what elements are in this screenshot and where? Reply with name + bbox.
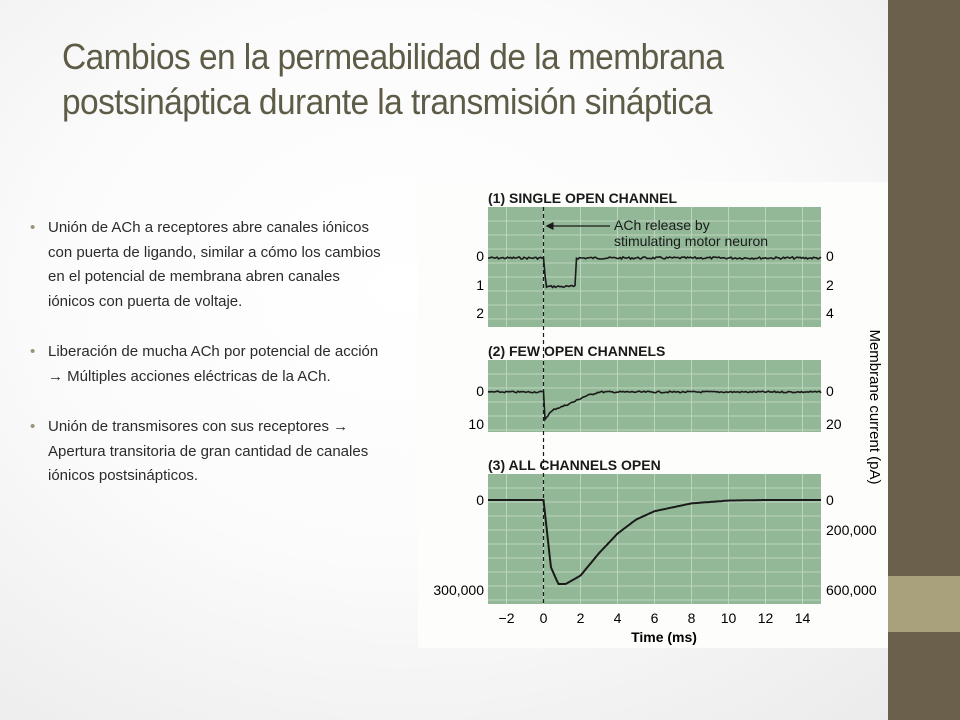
x-tick-label: 6 <box>650 610 659 626</box>
y-axis-label: Membrane current (pA) <box>866 329 883 485</box>
panel-1-right-tick: 4 <box>826 305 834 321</box>
sidebar-accent-light <box>888 576 960 632</box>
panel-1-left-tick: 0 <box>476 248 484 264</box>
panel-2-left-tick: 0 <box>476 383 484 399</box>
x-tick-label: −2 <box>498 610 515 626</box>
bullet-dot-icon: • <box>30 343 36 360</box>
bullet-text: Unión de ACh a receptores abre canales iónicos con puerta de ligando, similar a cómo los cambios en el potencial de membrana abren canales iónicos con puerta de voltaje. <box>48 219 381 310</box>
slide-title <box>62 34 806 124</box>
panel-2-right-tick: 0 <box>826 383 834 399</box>
panel-1-left-tick: 1 <box>476 277 484 293</box>
x-tick-label: 4 <box>613 610 622 626</box>
panel-2-label: (2) FEW OPEN CHANNELS <box>488 343 666 359</box>
panel-2-right-tick: 20 <box>826 416 842 432</box>
panel-3-right-tick: 600,000 <box>826 582 877 598</box>
title-line-1: Cambios en la permeabilidad de la membrana <box>62 36 724 77</box>
bullet-item <box>30 340 390 389</box>
x-axis-ticks <box>499 610 811 626</box>
x-tick-label: 12 <box>757 610 774 626</box>
annotation-line-2: stimulating motor neuron <box>614 233 769 249</box>
x-tick-label: 2 <box>576 610 585 626</box>
panel-3-left-tick: 300,000 <box>433 582 484 598</box>
bullet-item <box>30 216 390 314</box>
x-tick-label: 14 <box>794 610 811 626</box>
x-tick-label: 10 <box>720 610 737 626</box>
x-tick-label: 0 <box>539 610 548 626</box>
bullet-dot-icon: • <box>30 219 36 236</box>
sidebar-accent-dark-bottom <box>888 632 960 720</box>
panel-1-label: (1) SINGLE OPEN CHANNEL <box>488 190 678 206</box>
bullet-item <box>30 415 390 489</box>
figure-svg <box>418 182 888 648</box>
sidebar-accent-dark <box>888 0 960 576</box>
panel-1-right-tick: 0 <box>826 248 834 264</box>
x-axis-label: Time (ms) <box>631 629 697 645</box>
panel-1-left-tick: 2 <box>476 305 484 321</box>
panel-3-label: (3) ALL CHANNELS OPEN <box>488 457 661 473</box>
panel-2-left-tick: 10 <box>468 416 484 432</box>
panel-3-right-tick: 0 <box>826 492 834 508</box>
panel-3-right-tick: 200,000 <box>826 522 877 538</box>
panel-3-left-tick: 0 <box>476 492 484 508</box>
title-line-2: postsináptica durante la transmisión sináptica <box>62 81 712 122</box>
bullet-dot-icon: • <box>30 418 36 435</box>
bullet-text: Liberación de mucha ACh por potencial de acción → Múltiples acciones eléctricas de la ACh. <box>48 343 379 385</box>
bullet-text: Unión de transmisores con sus receptores → Apertura transitoria de gran cantidad de canales iónicos postsinápticos. <box>48 418 369 484</box>
bullet-list <box>30 216 390 515</box>
membrane-current-figure <box>418 182 888 648</box>
x-tick-label: 8 <box>687 610 696 626</box>
panel-1-right-tick: 2 <box>826 277 834 293</box>
annotation-line-1: ACh release by <box>614 217 710 233</box>
